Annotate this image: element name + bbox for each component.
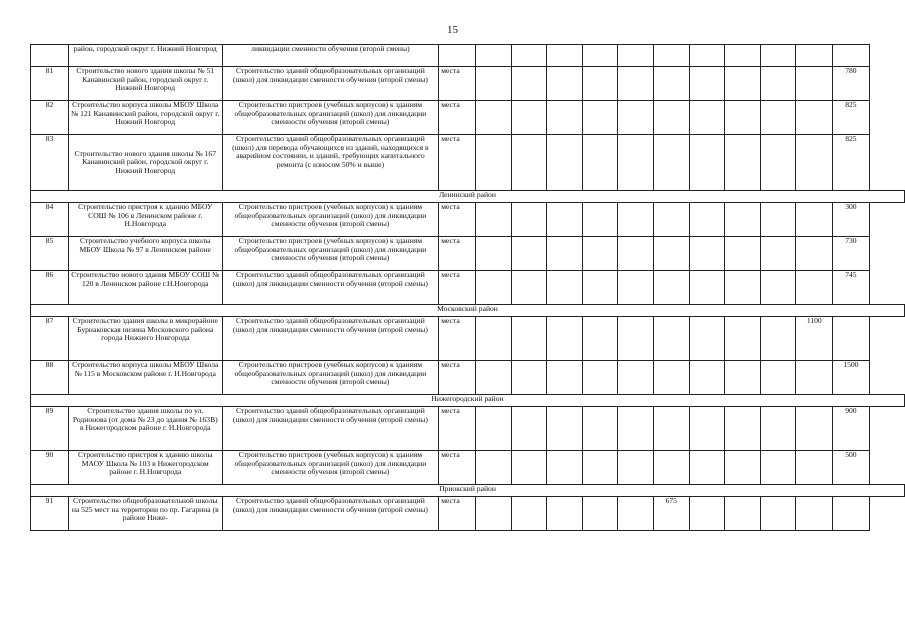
value-cell xyxy=(689,317,725,361)
value-cell xyxy=(476,203,512,237)
value-cell xyxy=(547,101,583,135)
unit-cell: места xyxy=(439,101,476,135)
document-table xyxy=(30,44,905,531)
value-cell xyxy=(653,451,689,485)
value-cell xyxy=(760,271,796,305)
value-cell xyxy=(582,361,618,395)
value-cell xyxy=(725,203,761,237)
value-cell xyxy=(796,497,833,531)
value-cell xyxy=(760,203,796,237)
value-cell xyxy=(476,45,512,67)
value-cell xyxy=(476,101,512,135)
value-cell xyxy=(689,67,725,101)
value-cell xyxy=(689,497,725,531)
value-cell xyxy=(689,203,725,237)
value-cell: 1500 xyxy=(833,361,870,395)
table-row xyxy=(31,101,905,135)
value-cell xyxy=(582,497,618,531)
work-type-cell: Строительство зданий общеобразовательных организаций (школ) для ликвидации сменности обучения (второй смены) xyxy=(222,67,439,101)
value-cell xyxy=(476,237,512,271)
value-cell xyxy=(582,135,618,191)
value-cell xyxy=(511,317,547,361)
page-number: 15 xyxy=(447,24,458,36)
value-cell: 900 xyxy=(833,407,870,451)
value-cell xyxy=(618,67,654,101)
section-header-row xyxy=(31,305,905,317)
table-row xyxy=(31,237,905,271)
section-title: Ленинский район xyxy=(31,191,905,203)
value-cell xyxy=(653,135,689,191)
value-cell xyxy=(511,203,547,237)
section-header-row xyxy=(31,191,905,203)
value-cell xyxy=(653,203,689,237)
work-type-cell: Строительство зданий общеобразовательных организаций (школ) для ликвидации сменности обучения (второй смены) xyxy=(222,407,439,451)
value-cell: 745 xyxy=(833,271,870,305)
value-cell xyxy=(582,317,618,361)
value-cell xyxy=(689,361,725,395)
value-cell xyxy=(618,237,654,271)
work-type-cell: Строительство зданий общеобразовательных организаций (школ) для перевода обучающихся из зданий, находящихся в аварийном состоянии, и зданий, требующих капитального ремонта (с износом 50% и выше) xyxy=(222,135,439,191)
unit-cell: места xyxy=(439,271,476,305)
value-cell xyxy=(582,237,618,271)
table-row xyxy=(31,271,905,305)
value-cell xyxy=(796,45,833,67)
unit-cell: места xyxy=(439,67,476,101)
row-number-cell: 83 xyxy=(31,135,69,191)
value-cell xyxy=(476,135,512,191)
value-cell xyxy=(511,451,547,485)
work-type-cell: Строительство пристроев (учебных корпусов) к зданиям общеобразовательных организаций (школ) для ликвидации сменности обучения (второй смены) xyxy=(222,361,439,395)
value-cell xyxy=(547,317,583,361)
value-cell xyxy=(618,317,654,361)
row-number-cell: 84 xyxy=(31,203,69,237)
value-cell xyxy=(760,45,796,67)
work-type-cell: Строительство зданий общеобразовательных организаций (школ) для ликвидации сменности обучения (второй смены) xyxy=(222,271,439,305)
object-name-cell: Строительство здания школы в микрорайоне Бурнаковская низина Московского района города Нижнего Новгорода xyxy=(68,317,222,361)
value-cell xyxy=(582,407,618,451)
object-name-cell: район, городской округ г. Нижний Новгород xyxy=(68,45,222,67)
value-cell xyxy=(796,237,833,271)
value-cell xyxy=(582,45,618,67)
value-cell xyxy=(689,407,725,451)
value-cell: 675 xyxy=(653,497,689,531)
value-cell xyxy=(582,451,618,485)
row-number-cell: 91 xyxy=(31,497,69,531)
unit-cell xyxy=(439,45,476,67)
value-cell xyxy=(796,67,833,101)
object-name-cell: Строительство нового здания школы № 51 Канавинский район, городской округ г. Нижний Новгород xyxy=(68,67,222,101)
unit-cell: места xyxy=(439,203,476,237)
value-cell xyxy=(618,407,654,451)
value-cell xyxy=(796,203,833,237)
unit-cell: места xyxy=(439,407,476,451)
value-cell xyxy=(511,497,547,531)
value-cell xyxy=(476,67,512,101)
value-cell: 300 xyxy=(833,203,870,237)
value-cell xyxy=(547,45,583,67)
value-cell xyxy=(760,451,796,485)
work-type-cell: Строительство зданий общеобразовательных организаций (школ) для ликвидации сменности обучения (второй смены) xyxy=(222,317,439,361)
value-cell xyxy=(582,101,618,135)
value-cell xyxy=(689,451,725,485)
table-row xyxy=(31,45,905,67)
value-cell xyxy=(618,271,654,305)
object-name-cell: Строительство нового здания школы № 167 Канавинский район, городской округ г. Нижний Новгород xyxy=(68,135,222,191)
work-type-cell: Строительство зданий общеобразовательных организаций (школ) для ликвидации сменности обучения (второй смены) xyxy=(222,497,439,531)
value-cell xyxy=(796,361,833,395)
value-cell xyxy=(796,101,833,135)
value-cell xyxy=(547,203,583,237)
value-cell xyxy=(725,101,761,135)
value-cell: 500 xyxy=(833,451,870,485)
row-number-cell: 82 xyxy=(31,101,69,135)
value-cell xyxy=(653,271,689,305)
unit-cell: места xyxy=(439,317,476,361)
value-cell xyxy=(653,407,689,451)
value-cell xyxy=(760,135,796,191)
value-cell xyxy=(547,451,583,485)
value-cell xyxy=(582,67,618,101)
row-number-cell: 85 xyxy=(31,237,69,271)
value-cell xyxy=(653,45,689,67)
object-name-cell: Строительство пристроя к зданию школы МАОУ Школа № 103 в Нижегородском районе г. Н.Новгорода xyxy=(68,451,222,485)
value-cell xyxy=(547,67,583,101)
value-cell xyxy=(476,407,512,451)
value-cell xyxy=(760,407,796,451)
value-cell xyxy=(689,101,725,135)
section-title: Московский район xyxy=(31,305,905,317)
row-number-cell xyxy=(31,45,69,67)
value-cell xyxy=(511,237,547,271)
object-name-cell: Строительство нового здания МБОУ СОШ № 120 в Ленинском районе г.Н.Новгорода xyxy=(68,271,222,305)
value-cell xyxy=(689,271,725,305)
object-name-cell: Строительство здания школы по ул. Родионова (от дома № 23 до здания № 163В) в Нижегородском районе г. Н.Новгорода xyxy=(68,407,222,451)
value-cell xyxy=(725,45,761,67)
value-cell: 825 xyxy=(833,101,870,135)
row-number-cell: 86 xyxy=(31,271,69,305)
row-number-cell: 90 xyxy=(31,451,69,485)
table-row xyxy=(31,451,905,485)
value-cell: 1100 xyxy=(796,317,833,361)
value-cell xyxy=(725,237,761,271)
value-cell: 825 xyxy=(833,135,870,191)
value-cell xyxy=(725,451,761,485)
value-cell: 730 xyxy=(833,237,870,271)
value-cell xyxy=(833,45,870,67)
work-type-cell: Строительство пристроев (учебных корпусов) к зданиям общеобразовательных организаций (школ) для ликвидации сменности обучения (второй смены) xyxy=(222,101,439,135)
value-cell xyxy=(796,135,833,191)
object-name-cell: Строительство учебного корпуса школы МБОУ Школа № 97 в Ленинском районе xyxy=(68,237,222,271)
value-cell xyxy=(511,67,547,101)
value-cell xyxy=(476,451,512,485)
value-cell xyxy=(653,361,689,395)
value-cell xyxy=(653,101,689,135)
value-cell xyxy=(725,497,761,531)
value-cell xyxy=(725,67,761,101)
value-cell xyxy=(725,135,761,191)
value-cell xyxy=(582,271,618,305)
unit-cell: места xyxy=(439,497,476,531)
value-cell xyxy=(547,407,583,451)
value-cell xyxy=(618,203,654,237)
table-row xyxy=(31,407,905,451)
value-cell xyxy=(760,497,796,531)
value-cell xyxy=(618,45,654,67)
section-header-row xyxy=(31,395,905,407)
value-cell xyxy=(511,101,547,135)
value-cell xyxy=(833,497,870,531)
work-type-cell: Строительство пристроев (учебных корпусов) к зданиям общеобразовательных организаций (школ) для ликвидации сменности обучения (второй смены) xyxy=(222,451,439,485)
value-cell xyxy=(618,135,654,191)
work-type-cell: Строительство пристроев (учебных корпусов) к зданиям общеобразовательных организаций (школ) для ликвидации сменности обучения (второй смены) xyxy=(222,203,439,237)
value-cell xyxy=(725,271,761,305)
row-number-cell: 87 xyxy=(31,317,69,361)
value-cell xyxy=(725,361,761,395)
object-name-cell: Строительство пристроя к зданию МБОУ СОШ № 106 в Ленинском районе г. Н.Новгорода xyxy=(68,203,222,237)
value-cell xyxy=(511,407,547,451)
value-cell xyxy=(689,237,725,271)
value-cell xyxy=(653,317,689,361)
value-cell xyxy=(618,101,654,135)
value-cell xyxy=(796,451,833,485)
value-cell xyxy=(511,135,547,191)
value-cell: 780 xyxy=(833,67,870,101)
value-cell xyxy=(476,317,512,361)
value-cell xyxy=(476,497,512,531)
work-type-cell: ликвидации сменности обучения (второй смены) xyxy=(222,45,439,67)
value-cell xyxy=(618,451,654,485)
unit-cell: места xyxy=(439,237,476,271)
section-title: Приокский район xyxy=(31,485,905,497)
section-header-row xyxy=(31,485,905,497)
value-cell xyxy=(833,317,870,361)
table-row xyxy=(31,203,905,237)
row-number-cell: 88 xyxy=(31,361,69,395)
value-cell xyxy=(725,317,761,361)
table-row xyxy=(31,135,905,191)
value-cell xyxy=(547,135,583,191)
value-cell xyxy=(796,271,833,305)
row-number-cell: 89 xyxy=(31,407,69,451)
value-cell xyxy=(725,407,761,451)
row-number-cell: 81 xyxy=(31,67,69,101)
table-row xyxy=(31,497,905,531)
value-cell xyxy=(618,497,654,531)
value-cell xyxy=(547,237,583,271)
object-name-cell: Строительство корпуса школы МБОУ Школа № 115 в Московском районе г. Н.Новгорода xyxy=(68,361,222,395)
value-cell xyxy=(547,497,583,531)
value-cell xyxy=(689,135,725,191)
section-title: Нижегородский район xyxy=(31,395,905,407)
unit-cell: места xyxy=(439,135,476,191)
object-name-cell: Строительство общеобразовательной школы на 525 мест на территории по пр. Гагарина (в районе Ниже- xyxy=(68,497,222,531)
value-cell xyxy=(476,361,512,395)
value-cell xyxy=(476,271,512,305)
value-cell xyxy=(511,45,547,67)
value-cell xyxy=(582,203,618,237)
value-cell xyxy=(547,271,583,305)
value-cell xyxy=(653,237,689,271)
value-cell xyxy=(760,237,796,271)
object-name-cell: Строительство корпуса школы МБОУ Школа № 121 Канавинский район, городской округ г. Нижний Новгород xyxy=(68,101,222,135)
value-cell xyxy=(760,317,796,361)
table-row xyxy=(31,317,905,361)
value-cell xyxy=(618,361,654,395)
unit-cell: места xyxy=(439,451,476,485)
value-cell xyxy=(796,407,833,451)
value-cell xyxy=(760,361,796,395)
value-cell xyxy=(511,271,547,305)
work-type-cell: Строительство пристроев (учебных корпусов) к зданиям общеобразовательных организаций (школ) для ликвидации сменности обучения (второй смены) xyxy=(222,237,439,271)
value-cell xyxy=(760,101,796,135)
value-cell xyxy=(760,67,796,101)
value-cell xyxy=(547,361,583,395)
value-cell xyxy=(689,45,725,67)
unit-cell: места xyxy=(439,361,476,395)
value-cell xyxy=(653,67,689,101)
value-cell xyxy=(511,361,547,395)
table-row xyxy=(31,67,905,101)
table-row xyxy=(31,361,905,395)
